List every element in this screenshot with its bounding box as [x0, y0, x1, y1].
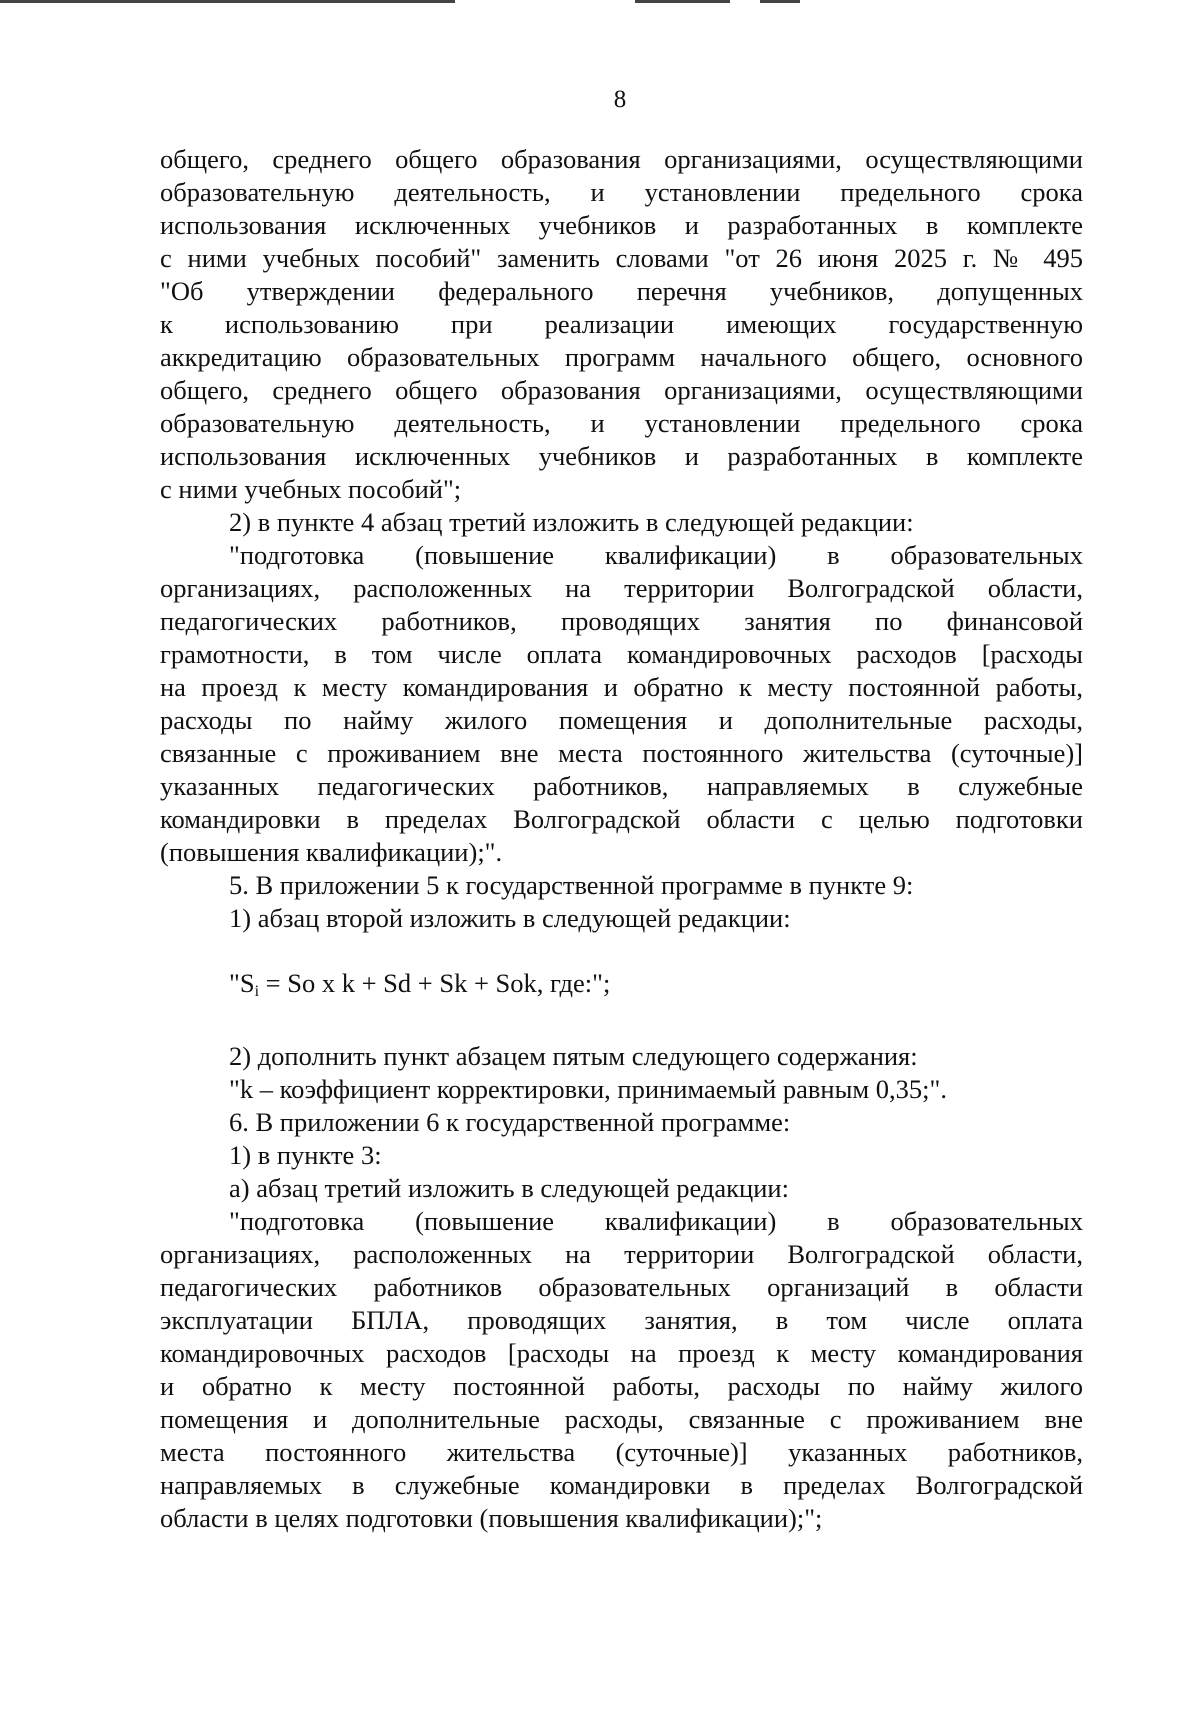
text-line: с ними учебных пособий" заменить словами "от 26 июня 2025 г. № 495 [160, 243, 1083, 273]
text-line: места постоянного жительства (суточные)] указанных работников, [160, 1437, 1083, 1467]
text-line: аккредитацию образовательных программ начального общего, основного [160, 342, 1083, 372]
text-line: "k – коэффициент корректировки, принимаемый равным 0,35;". [229, 1074, 947, 1104]
text-line: области в целях подготовки (повышения квалификации);"; [160, 1503, 823, 1533]
text-line: на проезд к месту командирования и обратно к месту постоянной работы, [160, 672, 1083, 702]
text-line: эксплуатации БПЛА, проводящих занятия, в том числе оплата [160, 1305, 1083, 1335]
text-line: командировочных расходов [расходы на проезд к месту командирования [160, 1338, 1083, 1368]
text-line: направляемых в служебные командировки в пределах Волгоградской [160, 1470, 1083, 1500]
text-line: использования исключенных учебников и разработанных в комплекте [160, 210, 1083, 240]
text-line: грамотности, в том числе оплата командировочных расходов [расходы [160, 639, 1083, 669]
text-line: 1) абзац второй изложить в следующей редакции: [229, 903, 791, 933]
text-line: 6. В приложении 6 к государственной программе: [229, 1107, 791, 1137]
text-line: 2) в пункте 4 абзац третий изложить в следующей редакции: [229, 507, 914, 537]
text-line: к использованию при реализации имеющих государственную [160, 309, 1083, 339]
text-block-bottom [160, 1040, 1083, 1535]
text-block-top [160, 143, 1083, 935]
formula-rhs: = So x k + Sd + Sk + Sok, где:"; [259, 968, 611, 998]
page-number: 8 [613, 86, 627, 113]
text-line: организациях, расположенных на территории Волгоградской области, [160, 573, 1083, 603]
scan-edge-marks [0, 0, 1200, 4]
text-line: организациях, расположенных на территории Волгоградской области, [160, 1239, 1083, 1269]
text-line: педагогических работников образовательных организаций в области [160, 1272, 1083, 1302]
text-line: (повышения квалификации);". [160, 837, 503, 867]
text-line: общего, среднего общего образования организациями, осуществляющими [160, 375, 1083, 405]
text-line: 5. В приложении 5 к государственной программе в пункте 9: [229, 870, 914, 900]
text-line: и обратно к месту постоянной работы, расходы по найму жилого [160, 1371, 1083, 1401]
text-line: 2) дополнить пункт абзацем пятым следующего содержания: [229, 1041, 918, 1071]
text-line: а) абзац третий изложить в следующей редакции: [229, 1173, 789, 1203]
formula-subscript: i [254, 983, 260, 1000]
text-line: общего, среднего общего образования организациями, осуществляющими [160, 144, 1083, 174]
text-line: "подготовка (повышение квалификации) в образовательных [229, 540, 1083, 570]
text-line: образовательную деятельность, и установлении предельного срока [160, 177, 1083, 207]
text-line: указанных педагогических работников, направляемых в служебные [160, 771, 1083, 801]
text-line: 1) в пункте 3: [229, 1140, 382, 1170]
formula [229, 968, 610, 1001]
text-line: образовательную деятельность, и установлении предельного срока [160, 408, 1083, 438]
text-line: "Об утверждении федерального перечня учебников, допущенных [160, 276, 1083, 306]
text-line: расходы по найму жилого помещения и дополнительные расходы, [160, 705, 1083, 735]
text-line: связанные с проживанием вне места постоянного жительства (суточные)] [160, 738, 1083, 768]
text-line: использования исключенных учебников и разработанных в комплекте [160, 441, 1083, 471]
text-line: педагогических работников, проводящих занятия по финансовой [160, 606, 1083, 636]
text-line: помещения и дополнительные расходы, связанные с проживанием вне [160, 1404, 1083, 1434]
text-line: "подготовка (повышение квалификации) в образовательных [229, 1206, 1083, 1236]
text-line: командировки в пределах Волгоградской области с целью подготовки [160, 804, 1083, 834]
text-line: с ними учебных пособий"; [160, 474, 462, 504]
formula-lhs: "S [229, 968, 255, 998]
